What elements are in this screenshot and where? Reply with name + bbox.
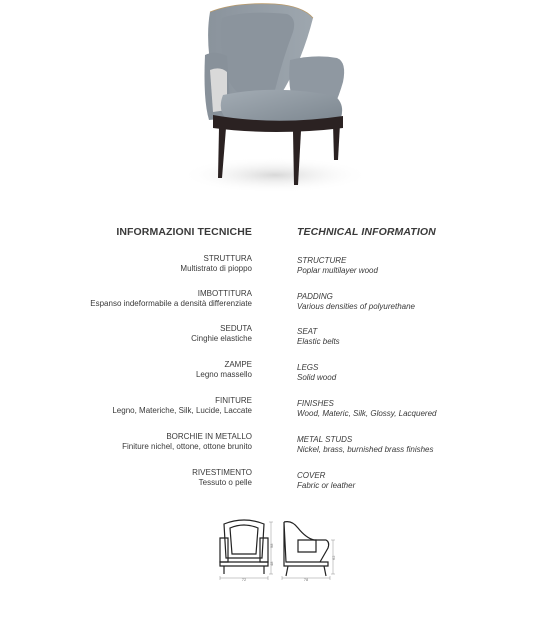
- spec-title: PADDING: [297, 292, 333, 301]
- spec-value: Multistrato di pioppo: [180, 264, 252, 273]
- spec-imbottitura: [20, 289, 252, 309]
- spec-zampe: [20, 360, 252, 380]
- spec-title: STRUTTURA: [203, 254, 252, 263]
- spec-title: IMBOTTITURA: [197, 289, 252, 298]
- italian-heading: INFORMAZIONI TECNICHE: [116, 226, 252, 238]
- english-heading: TECHNICAL INFORMATION: [297, 226, 436, 238]
- spec-title: RIVESTIMENTO: [192, 468, 252, 477]
- spec-value: Espanso indeformabile a densità differenziate: [90, 299, 252, 308]
- spec-finiture: [20, 396, 252, 416]
- spec-value: Various densities of polyurethane: [297, 302, 415, 311]
- arm-height-dimension: 62: [331, 555, 336, 560]
- spec-value: Solid wood: [297, 373, 337, 382]
- front-view-drawing: [214, 518, 274, 582]
- spec-borchie: [20, 432, 252, 452]
- height-dimension: 98: [269, 543, 274, 548]
- spec-value: Fabric or leather: [297, 481, 356, 490]
- spec-cover: [297, 471, 527, 491]
- depth-dimension: 78: [303, 577, 309, 582]
- side-view-drawing: [276, 518, 336, 582]
- spec-value: Poplar multilayer wood: [297, 266, 378, 275]
- spec-value: Legno massello: [195, 370, 252, 379]
- seat-height-dimension: 48: [269, 561, 274, 566]
- spec-title: BORCHIE IN METALLO: [166, 432, 252, 441]
- spec-title: SEDUTA: [220, 324, 252, 333]
- spec-seat: [297, 327, 527, 347]
- spec-title: FINITURE: [215, 396, 252, 405]
- spec-value: Tessuto o pelle: [198, 478, 252, 487]
- spec-value: Cinghie elastiche: [191, 334, 252, 343]
- spec-rivestimento: [20, 468, 252, 488]
- spec-title: LEGS: [297, 363, 319, 372]
- spec-value: Finiture nichel, ottone, ottone brunito: [122, 442, 252, 451]
- spec-finishes: [297, 399, 527, 419]
- spec-legs: [297, 363, 527, 383]
- width-dimension: 72: [241, 577, 247, 582]
- spec-seduta: [20, 324, 252, 344]
- spec-metal-studs: [297, 435, 527, 455]
- spec-value: Legno, Materiche, Silk, Lucide, Laccate: [112, 406, 252, 415]
- spec-value: Wood, Materic, Silk, Glossy, Lacquered: [297, 409, 437, 418]
- spec-title: COVER: [297, 471, 326, 480]
- spec-struttura: [20, 254, 252, 274]
- armchair-photo: [175, 0, 375, 205]
- spec-title: ZAMPE: [224, 360, 252, 369]
- spec-title: FINISHES: [297, 399, 334, 408]
- spec-value: Nickel, brass, burnished brass finishes: [297, 445, 434, 454]
- spec-structure: [297, 256, 527, 276]
- spec-title: SEAT: [297, 327, 318, 336]
- spec-title: STRUCTURE: [297, 256, 347, 265]
- spec-value: Elastic belts: [297, 337, 340, 346]
- spec-title: METAL STUDS: [297, 435, 353, 444]
- spec-padding: [297, 292, 527, 312]
